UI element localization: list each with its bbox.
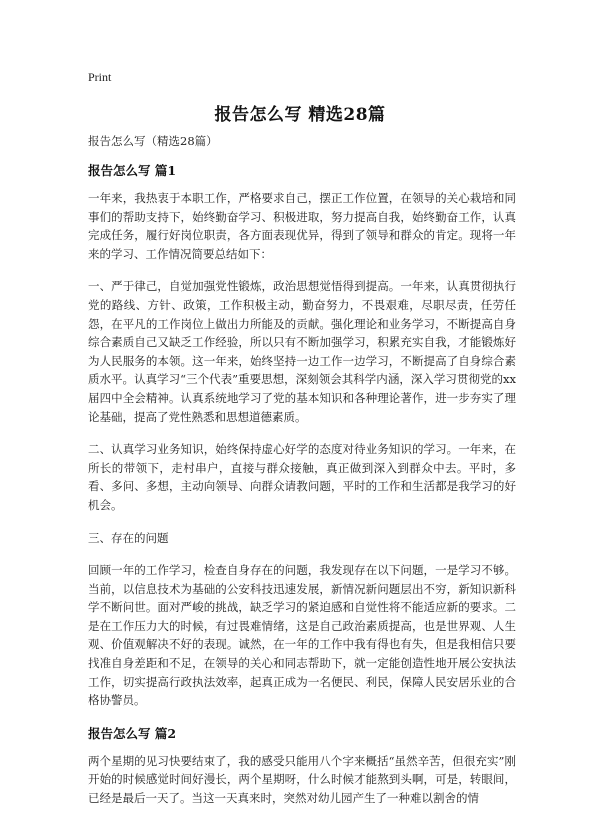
- paragraph: 一年来，我热衷于本职工作，严格要求自己，摆正工作位置，在领导的关心栽培和同事们的帮助支持下，始终勤奋学习、积极进取，努力提高自我，始终勤奋工作，认真完成任务，履行好岗位职责，各方面表现优异，得到了领导和群众的肯定。现将一年来的学习、工作情况简要总结如下：: [88, 191, 516, 261]
- paragraph: 两个星期的见习快要结束了，我的感受只能用八个字来概括“虽然辛苦，但很充实”刚开始的时候感觉时间好漫长，两个星期呀，什么时候才能熬到头啊，可是，转眼间，已经是最后一天了。当这一天真来时，突然对幼儿园产生了一种难以割舍的情: [88, 753, 516, 806]
- print-link[interactable]: Print: [88, 70, 112, 84]
- paragraph: 一、严于律己，自觉加强党性锻炼，政治思想觉悟得到提高。一年来，认真贯彻执行党的路线、方针、政策，工作积极主动，勤奋努力，不畏艰难，尽职尽责，任劳任怨，在平凡的工作岗位上做出力所能及的贡献。强化理论和业务学习，不断提高自身综合素质自己又缺乏工作经验，所以只有不断加强学习，积累充实自我，才能锻炼好为人民服务的本领。这一年来，始终坚持一边工作一边学习，不断提高了自身综合素质水平。认真学习“三个代表”重要思想，深刻领会其科学内涵，深入学习贯彻党的xx届四中全会精神。认真系统地学习了党的基本知识和各种理论著作，进一步夯实了理论基础，提高了党性熟悉和思想道德素质。: [88, 279, 516, 424]
- document-body: [88, 131, 516, 822]
- section-heading-1: 报告怎么写 篇1: [88, 163, 177, 178]
- page-title: 报告怎么写 精选28篇: [214, 105, 386, 125]
- paragraph: 二、认真学习业务知识，始终保持虚心好学的态度对待业务知识的学习。一年来，在所长的带领下，走村串户，直接与群众接触，真正做到深入到群众中去。平时，多看、多问、多想，主动向领导、向群众请教问题，平时的工作和生活都是我学习的好机会。: [88, 442, 516, 512]
- paragraph: 回顾一年的工作学习，检查自身存在的问题，我发现存在以下问题，一是学习不够。当前，以信息技术为基础的公安科技迅速发展，新情况新问题层出不穷，新知识新科学不断问世。面对严峻的挑战，缺乏学习的紧迫感和自觉性将不能适应新的要求。二是在工作压力大的时候，有过畏难情绪，这是自己政治素质提高，也是世界观、人生观、价值观解决不好的表现。诚然，在一年的工作中我有得也有失，但是我相信只要找准自身差距和不足，在领导的关心和同志帮助下，就一定能创造性地开展公安执法工作，切实提高行政执法效率，起真正成为一名便民、利民，保障人民安居乐业的合格协警员。: [88, 563, 516, 708]
- paragraph-subheading: 三、存在的问题: [88, 530, 169, 545]
- document-subtitle: 报告怎么写（精选28篇）: [88, 134, 218, 148]
- section-heading-2: 报告怎么写 篇2: [88, 725, 177, 741]
